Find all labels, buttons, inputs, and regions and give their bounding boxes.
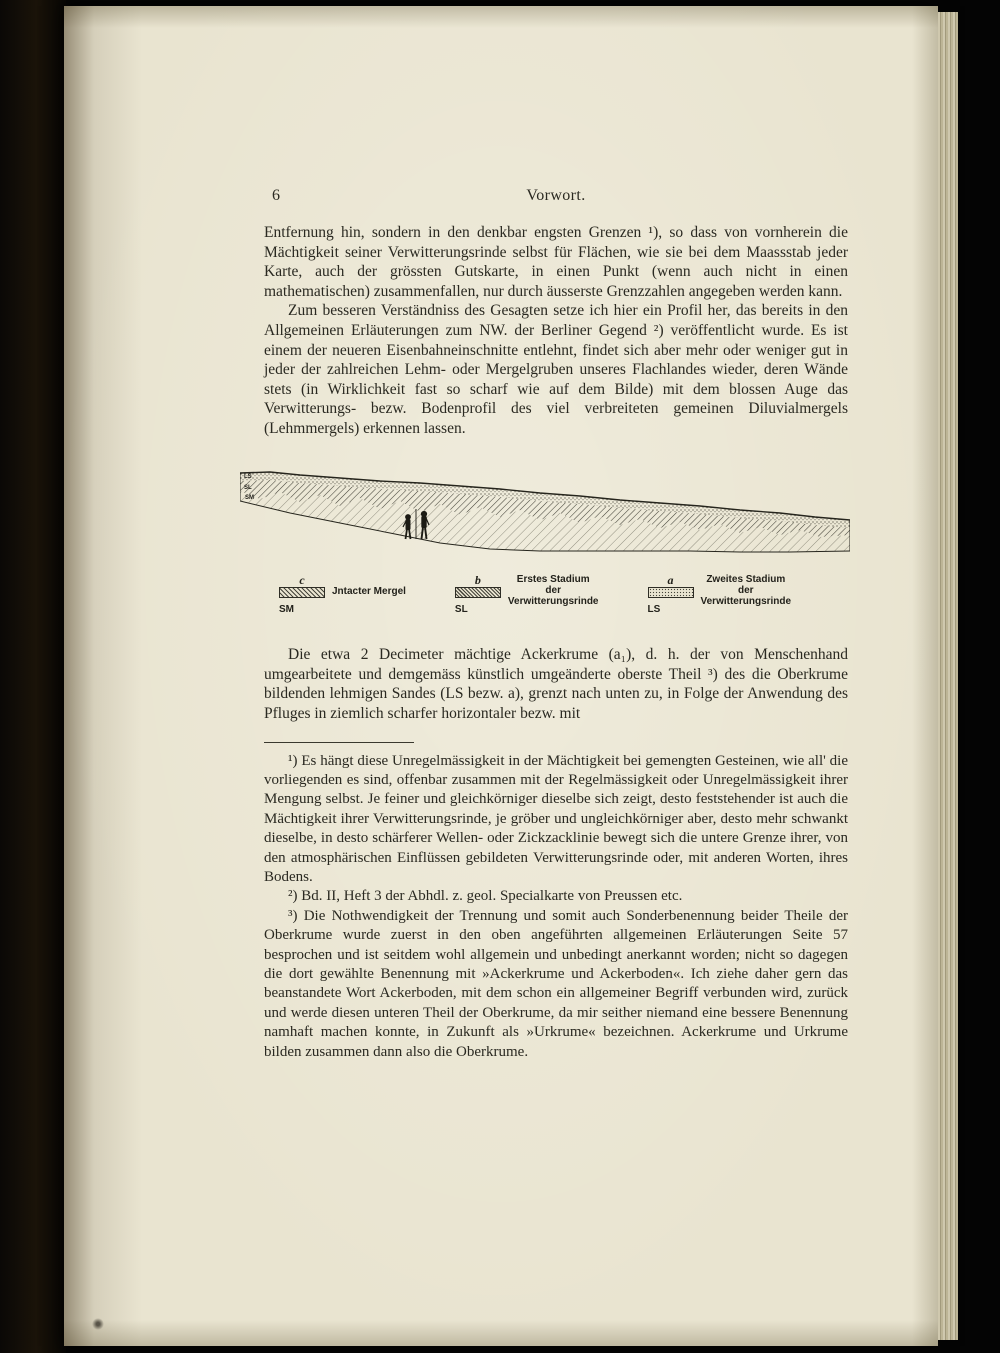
legend-item-intacter-mergel <box>278 574 406 620</box>
page-number: 6 <box>272 187 280 204</box>
profile-drawing <box>240 465 850 560</box>
stamp-mark <box>92 1318 104 1330</box>
footnote-2: ²) Bd. II, Heft 3 der Abhdl. z. geol. Specialkarte von Preussen etc. <box>288 888 683 905</box>
body-paragraph: Zum besseren Verständniss des Gesagten setze ich hier ein Profil her, das bereits in den Allgemeinen Erläuterungen zum NW. der Berliner Gegend ²) veröffentlicht wurde. Es ist einem der neueren Eisenbahneinschnitte entlehnt, findet sich aber mehr oder weniger gut in jeder der zahlreichen Lehm- oder Mergelgruben unseres Flachlandes wieder, deren Wände stets (in Wirklichkeit fast so scharf wie auf dem Bilde) mit dem blossen Auge das Verwitterungs- bezw. Bodenprofil des viel verbreiteten gemeinen Diluvialmergels (Lehmmergels) erkennen lassen. <box>264 302 848 437</box>
legend-letter: a <box>667 572 674 587</box>
footnote-1: ¹) Es hängt diese Unregelmässigkeit in der Mächtigkeit bei gemengten Gesteinen, wie all' die vorliegenden es sind, offenbar zusammen mit der Regelmässigkeit oder Unregelmässigkeit ihrer Mengung selbst. Je feiner und gleichkörniger dieselbe sich zeigt, desto feststehender ist auch die Mächtigkeit ihrer Verwitterungsrinde, je gröber und ungleichkörniger aber, desto mehr schwankt dieselbe, in desto schärferer Wellen- oder Zickzacklinie bewegt sich die untere Grenze ihrer, von den atmosphärischen Einflüssen gebildeten Verwitterungsrinde oder, mit anderen Worten, ihres Bodens. <box>264 752 848 885</box>
legend-letter: c <box>299 572 305 587</box>
page-edge-stack <box>938 12 958 1340</box>
legend-label: Jntacter Mergel <box>332 585 406 597</box>
legend-swatch-zweites-stadium <box>648 587 694 598</box>
legend-item-zweites-stadium <box>647 574 792 620</box>
footnote-separator <box>264 742 414 743</box>
legend-item-erstes-stadium <box>454 574 599 620</box>
legend-abbr: SM <box>279 603 294 615</box>
footnote-3: ³) Die Nothwendigkeit der Trennung und somit auch Sonderbenennung beider Theile der Oberkrume wurde zuerst in den oben angeführten allgemeinen Erläuterungen Seite 57 besprochen und ist seitdem wohl allgemein und unbedingt anerkannt worden; nicht so dagegen die dort gewählte Benennung mit »Ackerkrume und Ackerboden«. Ich ziehe daher gern das beanstandete Wort Ackerboden, mit dem schon ein allgemeiner Begriff verbunden wird, zurück und werde diesen unteren Theil der Oberkrume, da mir seither niemand eine bessere Benennung namhaft machen konnte, in Zukunft als »Urkrume« bezeichnen. Ackerkrume und Urkrume bilden zusammen dann also die Oberkrume. <box>264 907 848 1060</box>
legend-label: Zweites Stadium der Verwitterungsrinde <box>700 573 792 607</box>
layer-label-sm: SM <box>245 494 254 501</box>
layer-label-ls: LS <box>244 473 252 480</box>
legend-abbr: LS <box>647 603 661 615</box>
page-heading: Vorwort. <box>526 187 586 204</box>
legend-swatch-intacter-mergel <box>279 587 325 598</box>
legend-letter: b <box>474 572 481 587</box>
body-paragraph: Die etwa 2 Decimeter mächtige Ackerkrume (a₁), d. h. der von Menschenhand umgearbeitete und demgemäss künstlich umgeänderte oberste Theil ³) des die Oberkrume bildenden lehmigen Sandes (LS bezw. a), grenzt nach unten zu, in Folge der Anwendung des Pfluges in ziemlich scharfer horizontaler bezw. mit <box>264 646 848 722</box>
book-page <box>64 6 938 1346</box>
body-paragraph: Entfernung hin, sondern in den denkbar engsten Grenzen ¹), so dass von vornherein die Mächtigkeit seiner Verwitterungsrinde selbst für Flächen, wie sie bei dem Maassstab jeder Karte, auch der grössten Gutskarte, in einen Punkt (wenn auch nicht in einen mathematischen) zusammenfallen, nur durch äusserste Grenzzahlen angegeben werden kann. <box>264 224 848 300</box>
page-content <box>244 186 848 1062</box>
figure-legend <box>278 574 870 620</box>
page-header <box>264 186 848 208</box>
geological-profile-figure <box>240 465 850 560</box>
book-spine <box>0 0 66 1353</box>
legend-label: Erstes Stadium der Verwitterungsrinde <box>507 573 599 607</box>
legend-swatch-erstes-stadium <box>455 587 501 598</box>
layer-label-sl: SL <box>244 484 252 491</box>
legend-abbr: SL <box>454 603 468 615</box>
